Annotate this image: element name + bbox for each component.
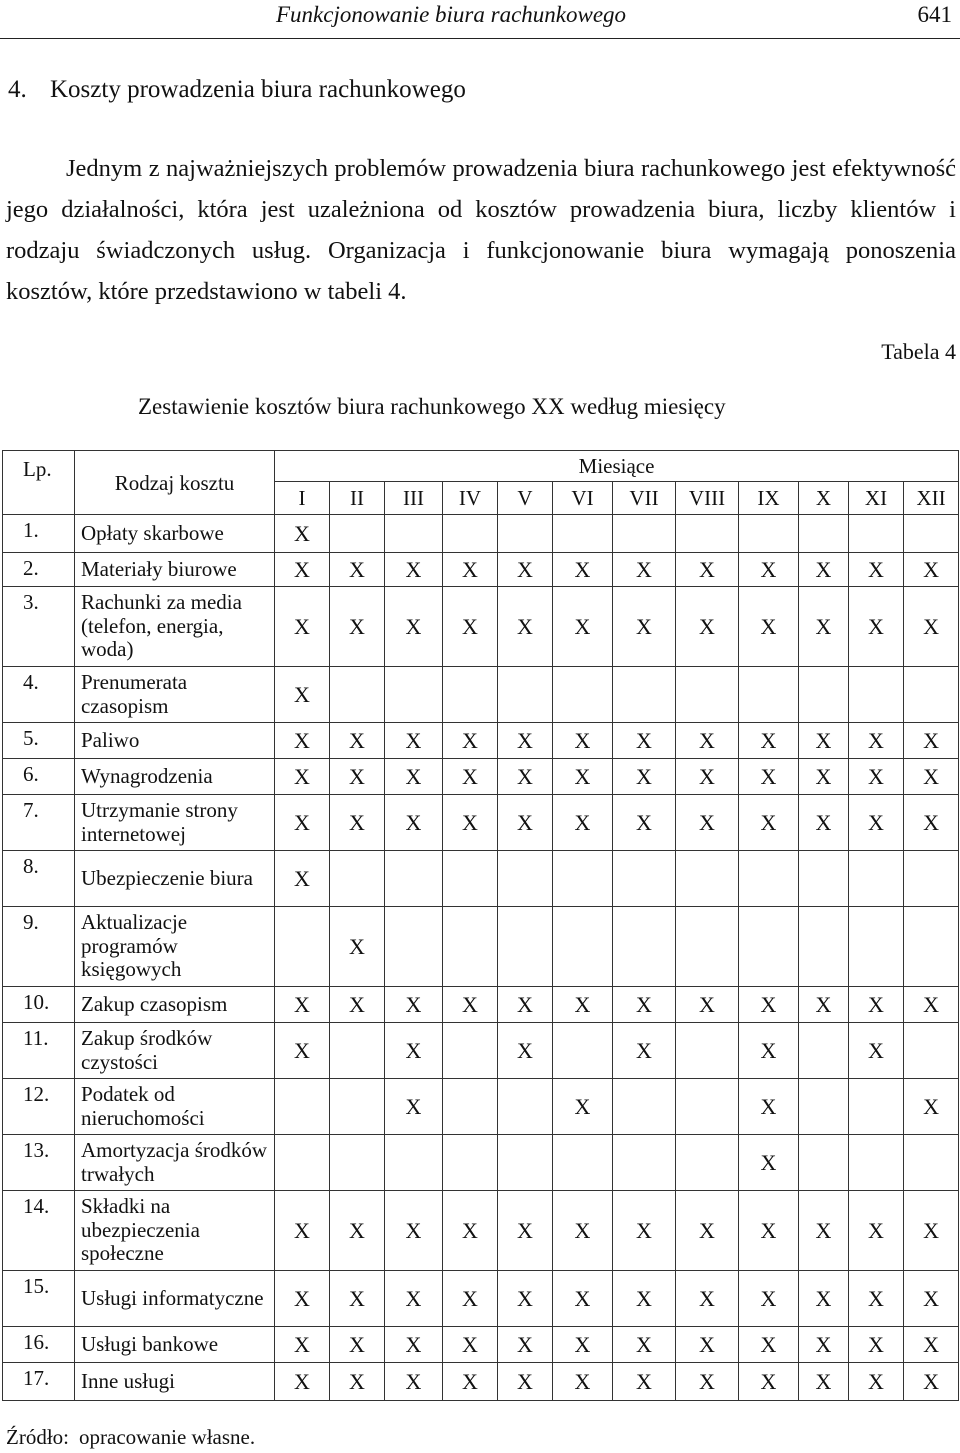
month-mark: X — [275, 851, 330, 907]
month-mark: X — [385, 759, 443, 795]
month-mark: X — [904, 587, 959, 667]
month-mark — [613, 667, 676, 723]
row-number: 2. — [3, 553, 75, 587]
month-mark: X — [275, 515, 330, 553]
month-mark: X — [739, 1023, 799, 1079]
month-mark: X — [385, 1327, 443, 1363]
month-mark: X — [330, 723, 385, 759]
month-mark — [330, 1023, 385, 1079]
month-mark — [849, 667, 904, 723]
month-mark — [613, 907, 676, 987]
month-mark: X — [498, 1363, 553, 1401]
cost-type: Podatek od nieruchomości — [75, 1079, 275, 1135]
month-mark: X — [676, 1363, 739, 1401]
month-mark — [443, 1135, 498, 1191]
month-header: IX — [739, 482, 799, 515]
month-mark: X — [904, 1327, 959, 1363]
month-mark: X — [799, 759, 849, 795]
month-mark — [676, 851, 739, 907]
month-mark: X — [443, 553, 498, 587]
cost-type: Rachunki za media (telefon, energia, woda) — [75, 587, 275, 667]
month-mark: X — [739, 1079, 799, 1135]
cost-type: Prenumerata czasopism — [75, 667, 275, 723]
month-mark: X — [385, 987, 443, 1023]
month-mark — [498, 667, 553, 723]
cost-table — [2, 450, 959, 1401]
cost-type: Zakup środków czystości — [75, 1023, 275, 1079]
running-title: Funkcjonowanie biura rachunkowego — [276, 2, 627, 27]
month-mark: X — [553, 587, 613, 667]
month-mark — [330, 1135, 385, 1191]
cost-type: Usługi bankowe — [75, 1327, 275, 1363]
month-mark: X — [553, 1271, 613, 1327]
month-mark — [498, 851, 553, 907]
month-mark — [904, 1023, 959, 1079]
month-mark: X — [498, 587, 553, 667]
month-mark: X — [739, 553, 799, 587]
month-mark: X — [799, 1271, 849, 1327]
month-mark: X — [849, 1023, 904, 1079]
month-mark — [676, 907, 739, 987]
month-mark: X — [498, 723, 553, 759]
month-mark: X — [613, 1023, 676, 1079]
month-mark — [739, 907, 799, 987]
month-mark: X — [330, 1363, 385, 1401]
month-mark — [849, 851, 904, 907]
month-mark: X — [553, 759, 613, 795]
months-header: Miesiące — [275, 451, 959, 482]
month-mark: X — [799, 1363, 849, 1401]
month-mark — [553, 515, 613, 553]
month-mark: X — [613, 1191, 676, 1271]
month-mark: X — [904, 723, 959, 759]
month-mark — [739, 515, 799, 553]
cost-type: Ubezpieczenie biura — [75, 851, 275, 907]
table-label: Tabela 4 — [881, 339, 956, 364]
month-mark: X — [275, 587, 330, 667]
month-mark: X — [385, 1363, 443, 1401]
month-mark: X — [498, 759, 553, 795]
month-mark — [330, 1079, 385, 1135]
cost-type: Zakup czasopism — [75, 987, 275, 1023]
table-row — [3, 1023, 959, 1079]
month-mark: X — [498, 1023, 553, 1079]
month-mark: X — [739, 759, 799, 795]
month-mark: X — [849, 723, 904, 759]
month-mark: X — [799, 1191, 849, 1271]
month-mark — [385, 1135, 443, 1191]
month-mark — [330, 851, 385, 907]
month-mark — [385, 907, 443, 987]
month-mark: X — [799, 723, 849, 759]
cost-type: Aktualizacje programów księgowych — [75, 907, 275, 987]
month-mark: X — [385, 1079, 443, 1135]
month-mark — [799, 851, 849, 907]
month-mark: X — [275, 723, 330, 759]
month-header: VII — [613, 482, 676, 515]
month-mark: X — [498, 1327, 553, 1363]
source-note — [6, 1424, 255, 1450]
running-header — [0, 0, 960, 39]
month-mark: X — [443, 1191, 498, 1271]
month-mark: X — [330, 759, 385, 795]
month-mark: X — [613, 723, 676, 759]
month-header: X — [799, 482, 849, 515]
month-mark — [799, 515, 849, 553]
month-mark: X — [739, 1191, 799, 1271]
month-mark: X — [849, 587, 904, 667]
month-mark — [613, 851, 676, 907]
month-mark — [613, 1135, 676, 1191]
month-mark: X — [799, 795, 849, 851]
row-number: 13. — [3, 1135, 75, 1191]
month-mark — [676, 667, 739, 723]
month-mark: X — [613, 1363, 676, 1401]
month-mark: X — [275, 1327, 330, 1363]
table-row — [3, 1271, 959, 1327]
month-mark: X — [799, 587, 849, 667]
month-mark: X — [676, 1271, 739, 1327]
month-mark: X — [739, 987, 799, 1023]
month-mark: X — [904, 759, 959, 795]
month-mark: X — [498, 1271, 553, 1327]
month-mark: X — [275, 1023, 330, 1079]
month-mark: X — [739, 1135, 799, 1191]
month-mark: X — [275, 553, 330, 587]
month-mark: X — [275, 987, 330, 1023]
month-mark: X — [385, 795, 443, 851]
month-mark — [553, 667, 613, 723]
month-mark: X — [676, 723, 739, 759]
month-mark: X — [498, 795, 553, 851]
month-mark: X — [849, 987, 904, 1023]
row-number: 3. — [3, 587, 75, 667]
month-mark — [613, 1079, 676, 1135]
month-mark: X — [443, 1363, 498, 1401]
month-mark — [553, 1135, 613, 1191]
month-mark: X — [676, 987, 739, 1023]
month-mark — [385, 515, 443, 553]
month-mark: X — [330, 795, 385, 851]
month-mark — [275, 907, 330, 987]
month-mark: X — [904, 1079, 959, 1135]
month-mark: X — [739, 723, 799, 759]
table-row — [3, 759, 959, 795]
month-mark — [904, 851, 959, 907]
month-mark: X — [613, 1271, 676, 1327]
month-mark — [498, 515, 553, 553]
month-mark: X — [849, 1327, 904, 1363]
month-mark: X — [275, 759, 330, 795]
month-mark — [799, 1023, 849, 1079]
row-number: 16. — [3, 1327, 75, 1363]
cost-type: Wynagrodzenia — [75, 759, 275, 795]
month-mark: X — [799, 553, 849, 587]
row-number: 12. — [3, 1079, 75, 1135]
month-mark: X — [443, 987, 498, 1023]
month-mark — [613, 515, 676, 553]
month-mark — [849, 907, 904, 987]
month-mark: X — [676, 553, 739, 587]
cost-type: Amortyzacja środków trwałych — [75, 1135, 275, 1191]
month-mark: X — [904, 1271, 959, 1327]
month-mark: X — [275, 667, 330, 723]
month-mark: X — [613, 553, 676, 587]
month-mark: X — [553, 795, 613, 851]
month-mark: X — [904, 1363, 959, 1401]
month-mark: X — [385, 1191, 443, 1271]
month-mark: X — [385, 587, 443, 667]
month-mark: X — [330, 1191, 385, 1271]
section-title: Koszty prowadzenia biura rachunkowego — [50, 76, 466, 103]
month-mark: X — [385, 553, 443, 587]
month-mark: X — [849, 1363, 904, 1401]
month-header: IV — [443, 482, 498, 515]
month-mark: X — [275, 795, 330, 851]
month-mark — [676, 1023, 739, 1079]
month-mark: X — [676, 1191, 739, 1271]
section-heading — [8, 76, 466, 104]
row-number: 10. — [3, 987, 75, 1023]
month-mark: X — [904, 1191, 959, 1271]
cost-type: Inne usługi — [75, 1363, 275, 1401]
month-mark: X — [613, 987, 676, 1023]
month-header: V — [498, 482, 553, 515]
month-mark: X — [739, 795, 799, 851]
source-text: opracowanie własne. — [79, 1425, 256, 1449]
month-mark — [553, 1023, 613, 1079]
month-mark: X — [739, 1271, 799, 1327]
month-mark: X — [553, 987, 613, 1023]
month-mark: X — [330, 907, 385, 987]
table-row — [3, 1191, 959, 1271]
month-mark — [799, 1135, 849, 1191]
month-mark: X — [676, 759, 739, 795]
month-mark: X — [676, 1327, 739, 1363]
month-mark: X — [443, 723, 498, 759]
month-mark — [799, 907, 849, 987]
month-mark: X — [849, 759, 904, 795]
month-mark — [385, 851, 443, 907]
month-mark — [904, 515, 959, 553]
month-mark: X — [904, 987, 959, 1023]
month-mark — [904, 1135, 959, 1191]
month-mark — [498, 1135, 553, 1191]
month-mark — [498, 1079, 553, 1135]
month-mark — [443, 667, 498, 723]
month-mark: X — [330, 1327, 385, 1363]
month-mark — [676, 1135, 739, 1191]
month-mark: X — [330, 587, 385, 667]
month-mark: X — [676, 587, 739, 667]
month-mark — [849, 515, 904, 553]
table-row — [3, 907, 959, 987]
month-mark: X — [676, 795, 739, 851]
month-mark: X — [443, 1327, 498, 1363]
month-mark — [330, 515, 385, 553]
row-number: 11. — [3, 1023, 75, 1079]
month-mark — [676, 515, 739, 553]
row-number: 7. — [3, 795, 75, 851]
cost-type: Materiały biurowe — [75, 553, 275, 587]
month-mark: X — [498, 553, 553, 587]
month-mark — [443, 515, 498, 553]
month-mark: X — [613, 587, 676, 667]
month-mark — [849, 1135, 904, 1191]
month-mark — [385, 667, 443, 723]
month-mark: X — [443, 1271, 498, 1327]
row-number: 6. — [3, 759, 75, 795]
month-mark — [799, 1079, 849, 1135]
month-mark — [904, 667, 959, 723]
month-header: I — [275, 482, 330, 515]
row-number: 4. — [3, 667, 75, 723]
month-mark — [904, 907, 959, 987]
month-mark: X — [553, 1327, 613, 1363]
table-row — [3, 851, 959, 907]
body-paragraph: Jednym z najważniejszych problemów prowadzenia biura rachunkowego jest efektywność jego działalności, która jest uzależniona od kosztów prowadzenia biura, liczby klientów i rodzaju świadczonych usług. Organizacja i funkcjonowanie biura wymagają ponoszenia kosztów, które przedstawiono w tabeli 4. — [6, 155, 956, 305]
cost-type: Paliwo — [75, 723, 275, 759]
month-mark — [443, 1079, 498, 1135]
month-mark: X — [849, 1271, 904, 1327]
month-mark: X — [275, 1363, 330, 1401]
month-mark — [849, 1079, 904, 1135]
table-row — [3, 587, 959, 667]
month-mark — [676, 1079, 739, 1135]
month-mark: X — [330, 987, 385, 1023]
month-mark: X — [553, 553, 613, 587]
month-mark — [739, 851, 799, 907]
month-mark — [443, 1023, 498, 1079]
page-number: 641 — [917, 2, 952, 27]
month-mark: X — [849, 1191, 904, 1271]
month-header: VI — [553, 482, 613, 515]
month-mark: X — [385, 1023, 443, 1079]
table-caption: Zestawienie kosztów biura rachunkowego XX według miesięcy — [138, 394, 726, 419]
month-mark: X — [553, 1363, 613, 1401]
row-number: 1. — [3, 515, 75, 553]
row-number: 17. — [3, 1363, 75, 1401]
row-number: 9. — [3, 907, 75, 987]
month-mark: X — [739, 1363, 799, 1401]
month-mark: X — [799, 1327, 849, 1363]
cost-type: Utrzymanie strony internetowej — [75, 795, 275, 851]
month-mark: X — [904, 553, 959, 587]
table-row — [3, 553, 959, 587]
table-row — [3, 667, 959, 723]
month-mark — [799, 667, 849, 723]
table-body — [3, 515, 959, 1401]
month-mark: X — [613, 1327, 676, 1363]
month-mark: X — [613, 759, 676, 795]
row-number: 5. — [3, 723, 75, 759]
month-mark — [330, 667, 385, 723]
kind-header: Rodzaj kosztu — [75, 451, 275, 515]
row-number: 14. — [3, 1191, 75, 1271]
month-mark: X — [553, 1191, 613, 1271]
month-mark: X — [385, 723, 443, 759]
month-header: VIII — [676, 482, 739, 515]
month-mark — [443, 851, 498, 907]
month-mark: X — [330, 553, 385, 587]
table-row — [3, 723, 959, 759]
month-mark: X — [498, 987, 553, 1023]
table-row — [3, 1079, 959, 1135]
month-mark: X — [904, 795, 959, 851]
month-mark: X — [849, 795, 904, 851]
month-mark: X — [385, 1271, 443, 1327]
table-row — [3, 987, 959, 1023]
month-mark: X — [275, 1191, 330, 1271]
row-number: 15. — [3, 1271, 75, 1327]
month-header: II — [330, 482, 385, 515]
cost-type: Usługi informatyczne — [75, 1271, 275, 1327]
month-mark: X — [849, 553, 904, 587]
month-mark — [553, 907, 613, 987]
month-header: III — [385, 482, 443, 515]
month-mark — [739, 667, 799, 723]
source-label: Źródło: — [6, 1425, 69, 1449]
month-mark — [275, 1135, 330, 1191]
month-mark: X — [799, 987, 849, 1023]
month-mark — [498, 907, 553, 987]
month-mark: X — [275, 1271, 330, 1327]
month-mark: X — [739, 587, 799, 667]
section-number: 4. — [8, 76, 27, 103]
month-header: XI — [849, 482, 904, 515]
month-mark: X — [443, 759, 498, 795]
month-mark — [275, 1079, 330, 1135]
month-mark: X — [498, 1191, 553, 1271]
month-mark: X — [553, 1079, 613, 1135]
table-row — [3, 1363, 959, 1401]
table-row — [3, 515, 959, 553]
cost-type: Opłaty skarbowe — [75, 515, 275, 553]
month-header: XII — [904, 482, 959, 515]
table-row — [3, 1327, 959, 1363]
month-mark: X — [443, 587, 498, 667]
month-mark: X — [330, 1271, 385, 1327]
month-mark — [553, 851, 613, 907]
table-row — [3, 795, 959, 851]
row-number: 8. — [3, 851, 75, 907]
cost-type: Składki na ubezpieczenia społeczne — [75, 1191, 275, 1271]
month-mark: X — [443, 795, 498, 851]
month-mark — [443, 907, 498, 987]
month-mark: X — [553, 723, 613, 759]
table-row — [3, 1135, 959, 1191]
month-mark: X — [739, 1327, 799, 1363]
month-mark: X — [613, 795, 676, 851]
lp-header: Lp. — [3, 451, 75, 515]
